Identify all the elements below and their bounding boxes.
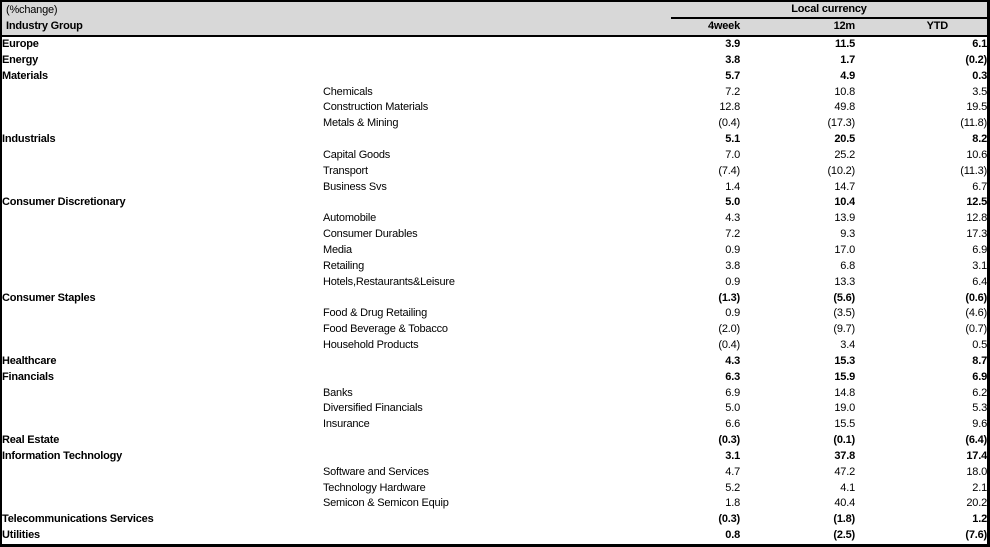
table-row: [2, 37, 987, 53]
sub-industry-cell: [323, 512, 603, 528]
value-12m: 15.9: [834, 370, 855, 383]
value-4week: 7.2: [725, 85, 740, 98]
value-4week: (0.4): [718, 339, 740, 352]
value-ytd: 6.1: [972, 38, 987, 50]
value-12m: 25.2: [834, 148, 855, 161]
sub-industry-cell: Insurance: [323, 418, 370, 431]
value-12m: 15.3: [834, 354, 855, 367]
value-12m: (3.5): [833, 307, 855, 320]
value-12m: 4.9: [840, 69, 855, 82]
value-12m: 17.0: [834, 243, 855, 256]
table-row: [2, 338, 987, 354]
sub-industry-cell: Media: [323, 243, 352, 256]
value-ytd: 5.3: [972, 402, 987, 415]
table-row: [2, 259, 987, 275]
sub-industry-cell: Food & Drug Retailing: [323, 307, 428, 320]
value-ytd: (7.6): [965, 529, 987, 542]
column-header-ytd: YTD: [926, 20, 948, 32]
sub-industry-cell: [323, 132, 603, 148]
table-header: [2, 2, 987, 37]
table-row: [2, 433, 987, 449]
sub-industry-cell: Metals & Mining: [323, 117, 399, 130]
industry-group-cell: [2, 481, 323, 497]
table-row: [2, 417, 987, 433]
value-12m: 4.1: [840, 481, 855, 494]
value-12m: (0.1): [833, 434, 855, 447]
sub-industry-cell: [323, 37, 603, 53]
industry-group-cell: [2, 85, 323, 101]
value-4week: 1.4: [725, 180, 740, 193]
industry-group-cell: [2, 116, 323, 132]
value-4week: 3.8: [725, 259, 740, 272]
industry-group-cell: [2, 227, 323, 243]
value-ytd: 10.6: [966, 148, 987, 161]
table-row: [2, 306, 987, 322]
value-12m: 3.4: [840, 339, 855, 352]
value-ytd: (0.7): [965, 323, 987, 336]
value-ytd: 19.5: [966, 101, 987, 114]
table-row: [2, 322, 987, 338]
value-4week: 0.9: [725, 275, 740, 288]
value-ytd: (0.2): [965, 53, 987, 66]
value-ytd: 2.1: [972, 481, 987, 494]
value-ytd: 1.2: [972, 513, 987, 526]
value-12m: 15.5: [834, 418, 855, 431]
industry-group-cell: [2, 100, 323, 116]
table-row: [2, 148, 987, 164]
value-ytd: 12.8: [966, 212, 987, 225]
value-ytd: 3.5: [972, 85, 987, 98]
value-ytd: 8.2: [972, 133, 987, 146]
value-12m: 1.7: [840, 53, 855, 66]
value-12m: (2.5): [833, 529, 855, 542]
sub-industry-cell: Capital Goods: [323, 148, 391, 161]
value-ytd: 18.0: [966, 465, 987, 478]
industry-group-cell: [2, 401, 323, 417]
value-ytd: 0.3: [972, 69, 987, 82]
table-row: [2, 449, 987, 465]
value-4week: 5.0: [725, 196, 740, 209]
sub-industry-cell: [323, 433, 603, 449]
table-row: [2, 512, 987, 528]
value-4week: 4.7: [725, 465, 740, 478]
industry-group-cell: Consumer Staples: [2, 291, 96, 304]
industry-group-cell: Energy: [2, 53, 39, 66]
value-4week: 7.2: [725, 228, 740, 241]
industry-group-cell: Consumer Discretionary: [2, 196, 126, 209]
value-4week: 5.7: [725, 69, 740, 82]
value-ytd: 8.7: [972, 354, 987, 367]
value-12m: (1.8): [833, 513, 855, 526]
value-12m: (17.3): [827, 117, 855, 130]
value-ytd: 6.7: [972, 180, 987, 193]
value-12m: (9.7): [833, 323, 855, 336]
industry-group-cell: [2, 386, 323, 402]
table-row: [2, 211, 987, 227]
value-4week: 5.0: [725, 402, 740, 415]
industry-group-cell: Industrials: [2, 133, 56, 146]
table-row: [2, 164, 987, 180]
value-4week: 4.3: [725, 212, 740, 225]
industry-group-header: Industry Group: [6, 20, 83, 32]
value-4week: 1.8: [725, 497, 740, 510]
value-4week: (2.0): [718, 323, 740, 336]
sub-industry-cell: [323, 354, 603, 370]
sub-industry-cell: [323, 69, 603, 85]
value-ytd: 0.5: [972, 339, 987, 352]
value-12m: 37.8: [834, 449, 855, 462]
sub-industry-cell: [323, 53, 603, 69]
table-row: [2, 69, 987, 85]
industry-group-cell: [2, 180, 323, 196]
sub-industry-cell: Food Beverage & Tobacco: [323, 323, 448, 336]
value-12m: 13.3: [834, 275, 855, 288]
table-row: [2, 85, 987, 101]
industry-group-cell: [2, 243, 323, 259]
value-4week: 0.9: [725, 243, 740, 256]
table-row: [2, 100, 987, 116]
value-4week: 7.0: [725, 148, 740, 161]
industry-group-cell: [2, 306, 323, 322]
value-ytd: (11.8): [960, 117, 987, 130]
table-row: [2, 465, 987, 481]
table-row: [2, 401, 987, 417]
value-12m: 40.4: [834, 497, 855, 510]
sub-industry-cell: Automobile: [323, 212, 377, 225]
value-4week: (7.4): [718, 164, 740, 177]
sub-industry-cell: Construction Materials: [323, 101, 429, 114]
industry-group-cell: Real Estate: [2, 434, 60, 447]
value-12m: 20.5: [834, 133, 855, 146]
industry-group-cell: [2, 465, 323, 481]
table-row: [2, 180, 987, 196]
industry-group-cell: [2, 164, 323, 180]
value-ytd: (11.3): [960, 164, 987, 177]
industry-group-cell: Financials: [2, 370, 54, 383]
sub-industry-cell: [323, 370, 603, 386]
value-4week: 3.1: [725, 449, 740, 462]
table-row: [2, 275, 987, 291]
value-ytd: 3.1: [972, 259, 987, 272]
value-ytd: 6.2: [972, 386, 987, 399]
value-ytd: 20.2: [966, 497, 987, 510]
value-ytd: 17.4: [966, 449, 987, 462]
value-ytd: (6.4): [965, 434, 987, 447]
local-currency-label: Local currency: [671, 3, 987, 19]
value-12m: 10.4: [834, 196, 855, 209]
industry-group-cell: [2, 417, 323, 433]
value-4week: 3.8: [725, 53, 740, 66]
value-4week: (0.3): [718, 434, 740, 447]
data-table: [2, 37, 987, 544]
industry-group-cell: [2, 322, 323, 338]
industry-group-cell: [2, 496, 323, 512]
value-4week: 6.3: [725, 370, 740, 383]
industry-group-cell: [2, 211, 323, 227]
value-12m: 11.5: [834, 38, 855, 50]
value-12m: 14.8: [834, 386, 855, 399]
sub-industry-cell: Software and Services: [323, 465, 429, 478]
column-header-4week: 4week: [707, 20, 740, 32]
value-4week: 5.2: [725, 481, 740, 494]
value-4week: 6.9: [725, 386, 740, 399]
value-12m: 47.2: [834, 465, 855, 478]
value-4week: (0.4): [718, 117, 740, 130]
value-12m: 6.8: [840, 259, 855, 272]
sub-industry-cell: [323, 291, 603, 307]
table-row: [2, 195, 987, 211]
value-12m: 10.8: [834, 85, 855, 98]
value-ytd: 17.3: [966, 228, 987, 241]
value-4week: 0.9: [725, 307, 740, 320]
percent-change-label: (%change): [6, 4, 58, 16]
table-row: [2, 496, 987, 512]
industry-group-cell: [2, 275, 323, 291]
sub-industry-cell: Consumer Durables: [323, 228, 418, 241]
value-4week: 6.6: [725, 418, 740, 431]
value-ytd: 9.6: [972, 418, 987, 431]
value-4week: (1.3): [718, 291, 740, 304]
value-4week: (0.3): [718, 513, 740, 526]
value-4week: 12.8: [719, 101, 740, 114]
sub-industry-cell: Diversified Financials: [323, 402, 423, 415]
industry-group-cell: [2, 148, 323, 164]
table-row: [2, 528, 987, 544]
value-ytd: 6.4: [972, 275, 987, 288]
industry-group-cell: Telecommunications Services: [2, 513, 154, 526]
sub-industry-cell: Banks: [323, 386, 353, 399]
table-row: [2, 116, 987, 132]
industry-group-cell: [2, 259, 323, 275]
value-12m: 19.0: [834, 402, 855, 415]
sub-industry-cell: Business Svs: [323, 180, 387, 193]
value-4week: 4.3: [725, 354, 740, 367]
sub-industry-cell: Chemicals: [323, 85, 373, 98]
industry-group-cell: Information Technology: [2, 449, 123, 462]
table-row: [2, 53, 987, 69]
value-4week: 5.1: [725, 133, 740, 146]
table-row: [2, 370, 987, 386]
value-ytd: 6.9: [972, 370, 987, 383]
value-12m: (10.2): [827, 164, 855, 177]
value-12m: 13.9: [834, 212, 855, 225]
sub-industry-cell: [323, 528, 603, 544]
industry-group-cell: Europe: [2, 38, 39, 50]
value-12m: 9.3: [840, 228, 855, 241]
table-row: [2, 354, 987, 370]
sub-industry-cell: [323, 195, 603, 211]
column-header-12m: 12m: [833, 20, 855, 32]
value-ytd: (0.6): [965, 291, 987, 304]
sub-industry-cell: Retailing: [323, 259, 365, 272]
table-row: [2, 291, 987, 307]
table-row: [2, 132, 987, 148]
value-ytd: 12.5: [966, 196, 987, 209]
sub-industry-cell: Technology Hardware: [323, 481, 426, 494]
table-row: [2, 386, 987, 402]
sub-industry-cell: Hotels,Restaurants&Leisure: [323, 275, 455, 288]
sub-industry-cell: Transport: [323, 164, 368, 177]
sub-industry-cell: [323, 449, 603, 465]
industry-group-cell: Materials: [2, 69, 48, 82]
value-ytd: (4.6): [965, 307, 987, 320]
industry-group-cell: Utilities: [2, 529, 40, 542]
table-row: [2, 243, 987, 259]
table-row: [2, 227, 987, 243]
industry-group-cell: [2, 338, 323, 354]
value-ytd: 6.9: [972, 243, 987, 256]
industry-group-cell: Healthcare: [2, 354, 57, 367]
value-4week: 0.8: [725, 529, 740, 542]
value-12m: 14.7: [834, 180, 855, 193]
sub-industry-cell: Semicon & Semicon Equip: [323, 497, 449, 510]
value-12m: 49.8: [834, 101, 855, 114]
value-12m: (5.6): [833, 291, 855, 304]
value-4week: 3.9: [725, 38, 740, 50]
table-row: [2, 481, 987, 497]
sub-industry-cell: Household Products: [323, 339, 419, 352]
